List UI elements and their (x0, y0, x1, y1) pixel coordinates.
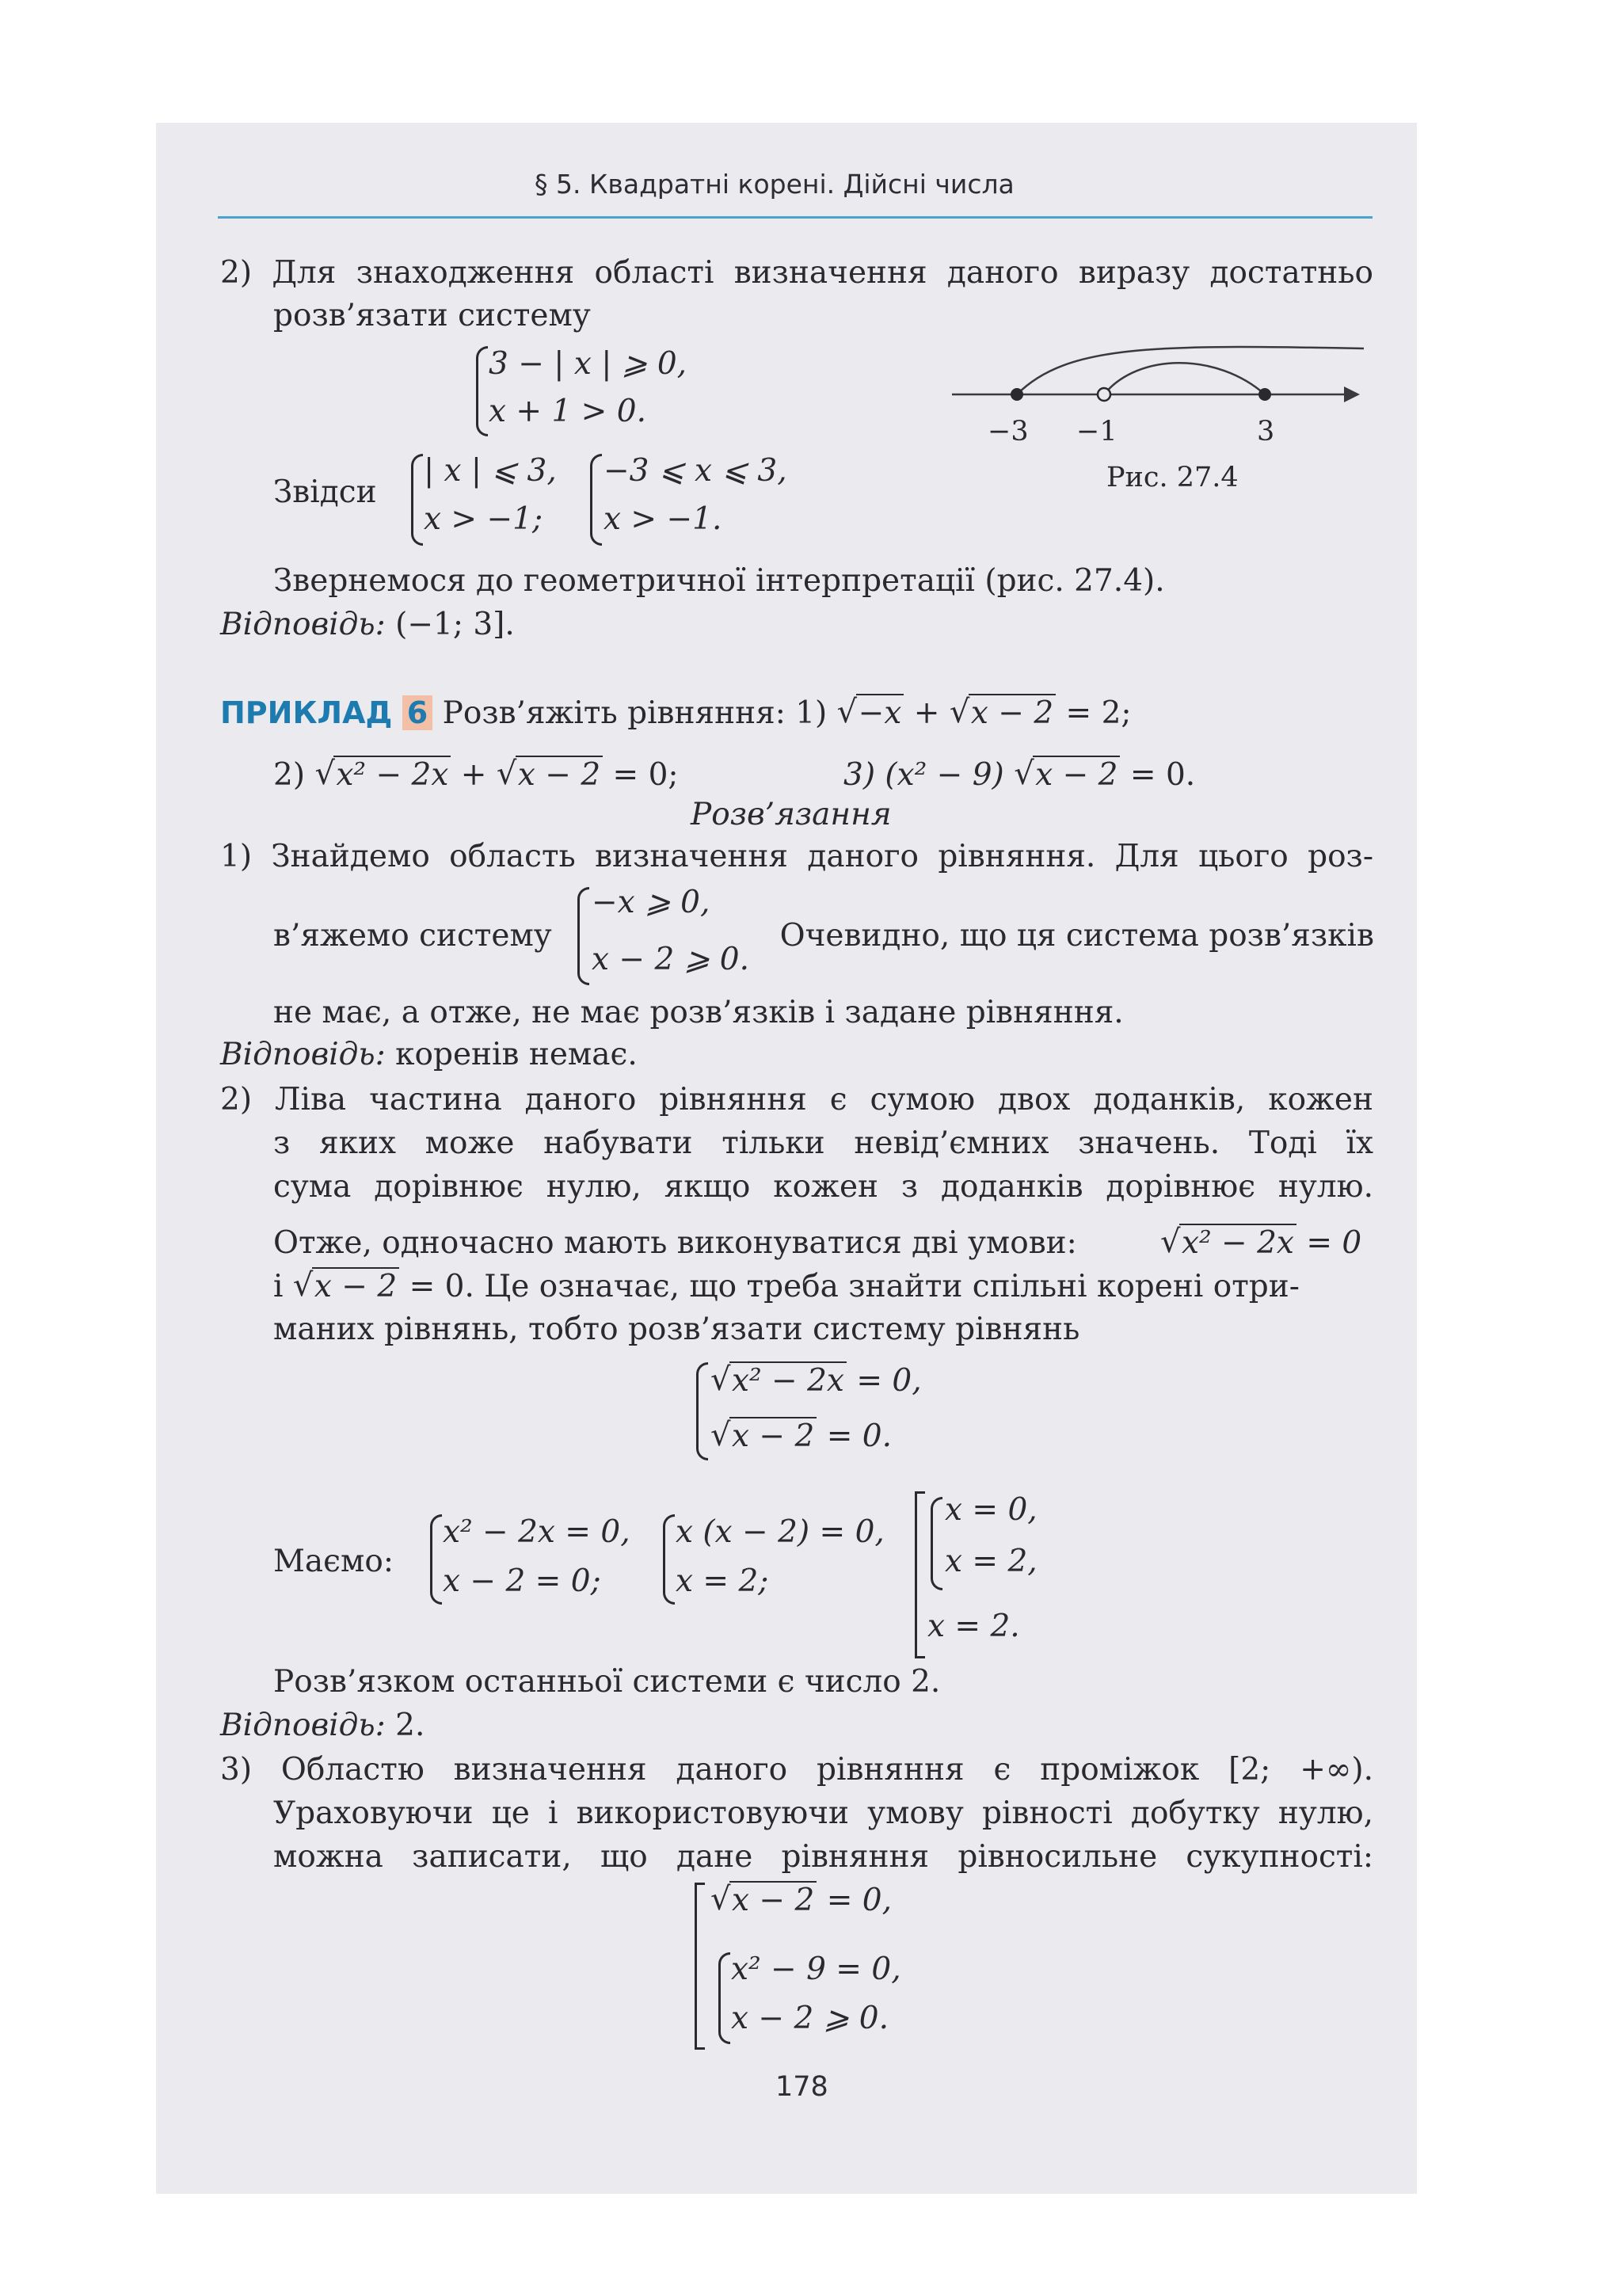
sol2-line3: сума дорівнює нулю, якщо кожен з доданків дорівнює нулю. (273, 1169, 1373, 1205)
hatching-arc-right (1104, 363, 1265, 394)
system-line: x = 2, (945, 1544, 1038, 1579)
union-bracket (695, 1883, 705, 2050)
sol3-line2: Ураховуючи це і використовуючи умову рівності добутку нулю, (273, 1795, 1373, 1831)
answer-line (220, 1704, 425, 1747)
sol2-line6: маних рівнянь, тобто розв’язати систему рівнянь (273, 1312, 1080, 1347)
answer-label: Відповідь: (220, 607, 386, 642)
system-line: x > −1. (603, 501, 722, 537)
sol1-line2a: в’яжемо систему (273, 918, 552, 954)
number-line-figure (948, 345, 1360, 424)
part2-line2: розв’язати систему (273, 298, 591, 333)
system-line: √ x − 2 = 0. (710, 1415, 892, 1458)
answer-value: коренів немає. (395, 1037, 638, 1072)
system-line: 3 − | x | ⩾ 0, (489, 346, 687, 382)
sqrt-expression: √ −x (837, 692, 904, 735)
system-line: −3 ⩽ x ⩽ 3, (603, 453, 787, 489)
sol2-line5: і √ x − 2 = 0. Це означає, що треба знайти спільні корені отри- (273, 1266, 1300, 1308)
sol1-line2b: Очевидно, що ця система розв’язків (779, 918, 1374, 954)
figure-caption: Рис. 27.4 (1106, 462, 1239, 493)
answer-value: 2. (395, 1708, 425, 1743)
system-line: −x ⩾ 0, (592, 885, 710, 920)
sol1-line3: не має, а отже, не має розв’язків і задане рівняння. (273, 995, 1124, 1030)
system-brace (430, 1514, 442, 1605)
system-line: x = 2. (927, 1609, 1020, 1644)
system-line: x² − 2x = 0, (443, 1514, 630, 1550)
hatching-arc-left (1017, 347, 1364, 394)
open-point (1098, 388, 1110, 401)
section-header: § 5. Квадратні корені. Дійсні числа (535, 169, 1015, 200)
system-brace (476, 346, 488, 436)
system-brace (696, 1362, 708, 1460)
sol3-line3: можна записати, що дане рівняння рівносильне сукупності: (273, 1839, 1373, 1875)
solution-title: Розв’язання (691, 797, 892, 832)
sqrt-expression: √ x − 2 (710, 1415, 817, 1458)
system-line: x = 2; (676, 1563, 769, 1599)
system-brace (577, 887, 589, 985)
sol2-line1: 2) Ліва частина даного рівняння є сумою двох доданків, кожен (220, 1082, 1373, 1118)
sqrt-expression: √ x − 2 (497, 754, 603, 797)
sol1-line1: 1) Знайдемо область визначення даного рівняння. Для цього роз- (220, 839, 1373, 874)
sqrt-expression: √ x² − 2x (1160, 1222, 1296, 1265)
answer-label: Відповідь: (220, 1037, 386, 1072)
system-line: x − 2 = 0; (443, 1563, 601, 1599)
answer-line (220, 1034, 638, 1076)
system-line: | x | ⩽ 3, (424, 453, 557, 489)
example-task: Розв’яжіть рівняння: 1) (442, 695, 828, 731)
sol2-line4: Отже, одночасно мають виконуватися дві умови: (273, 1225, 1077, 1261)
sol3-line1: 3) Областю визначення даного рівняння є проміжок [2; +∞). (220, 1752, 1373, 1788)
example-label: ПРИКЛАД (220, 695, 393, 730)
answer-value: (−1; 3]. (395, 607, 515, 642)
book-page (156, 123, 1417, 2194)
answer-label: Відповідь: (220, 1708, 386, 1743)
system-brace (931, 1497, 942, 1590)
system-brace (663, 1514, 675, 1605)
system-line: x > −1; (424, 501, 543, 537)
sqrt-expression: √ x − 2 (950, 692, 1056, 735)
page-number: 178 (775, 2071, 828, 2103)
system-brace (718, 1952, 730, 2044)
tick-label: 3 (1257, 416, 1275, 447)
system-line: x − 2 ⩾ 0. (592, 942, 749, 977)
example-heading: ПРИКЛАД 6 Розв’яжіть рівняння: 1) √ −x + √ x − 2 = 2; (220, 691, 1132, 735)
system-line: x² − 9 = 0, (731, 1951, 901, 1987)
sol2-line4-root: √ x² − 2x = 0 (1160, 1222, 1361, 1265)
tick-label: −1 (1076, 416, 1118, 447)
zvidsy-label: Звідси (273, 474, 377, 510)
equation-3: 3) (x² − 9) √ x − 2 = 0. (843, 754, 1195, 797)
system-line: x = 0, (945, 1492, 1038, 1528)
axis-arrow-icon (1344, 386, 1360, 402)
sol2-line2: з яких може набувати тільки невід’ємних значень. Тоді їх (273, 1125, 1373, 1161)
system-line: √ x − 2 = 0, (710, 1879, 892, 1922)
example-number: 6 (402, 695, 432, 730)
sqrt-expression: √ x − 2 (293, 1266, 399, 1308)
sol2-conclusion: Розв’язком останньої системи є число 2. (273, 1664, 941, 1700)
sqrt-expression: √ x − 2 (710, 1879, 817, 1922)
system-line: x (x − 2) = 0, (676, 1514, 885, 1550)
filled-point (1258, 388, 1271, 401)
sqrt-expression: √ x − 2 (1014, 754, 1120, 797)
part2-geom: Звернемося до геометричної інтерпретації (рис. 27.4). (273, 563, 1165, 599)
answer-line (220, 604, 515, 646)
system-brace (590, 454, 602, 546)
system-brace (411, 454, 423, 546)
system-line: x − 2 ⩾ 0. (731, 2001, 889, 2036)
system-line: x + 1 > 0. (489, 394, 646, 429)
system-line: √ x² − 2x = 0, (710, 1360, 922, 1403)
part2-line1: 2) Для знаходження області визначення даного виразу достатньо (220, 255, 1373, 291)
filled-point (1011, 388, 1023, 401)
equation-2: 2) √ x² − 2x + √ x − 2 = 0; (273, 754, 679, 797)
sqrt-expression: √ x² − 2x (710, 1360, 847, 1403)
maemo-label: Маємо: (273, 1544, 394, 1579)
sqrt-expression: √ x² − 2x (314, 754, 451, 797)
header-rule (218, 216, 1373, 219)
tick-label: −3 (988, 416, 1029, 447)
union-bracket (915, 1491, 925, 1658)
